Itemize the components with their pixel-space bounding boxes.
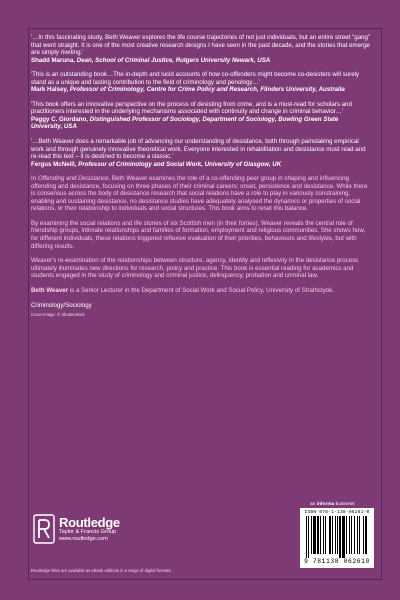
barcode-bar — [339, 516, 341, 558]
publisher-info — [59, 516, 120, 543]
barcode-icon — [304, 516, 370, 558]
barcode-bar — [320, 516, 321, 554]
barcode-bar — [349, 516, 350, 554]
endorsement-text: 'This is an outstanding book…The in-depth and lucid accounts of how co-offenders might become co-desisters will surely stand as a unique and lasting contribution to the field of criminology and penology…' — [31, 71, 360, 86]
endorsement-text: 'This book offers an innovative perspective on the process of desisting from crime, and is a must-read for scholars and practitioners interested in the underlying mechanisms associated with continuity and change in criminal behavior…' — [31, 100, 352, 116]
barcode-bar — [365, 516, 367, 554]
subject-category: Criminology/Sociology — [31, 302, 92, 310]
isbn-label: ISBN 978-1-138-06261-0 — [304, 510, 370, 515]
barcode-bar — [313, 516, 316, 554]
publisher-url: www.routledge.com — [59, 535, 108, 542]
endorsement-4 — [31, 138, 371, 168]
barcode-bar — [329, 516, 331, 554]
description-paragraph-1: In Offending and Desistance, Beth Weaver examines the role of a co-offending peer group in shaping and influencing offending and desistance, focusing on three phases of their criminal careers: onset, persistence and desistance. While there is consensus across the body of desistance research that social relations have a role to play in variously constraining, enabling and sustaining desistance, no desistance studies have adequately analysed the dynamics or properties of social relations, or their relationship to individuals and social structures. This book aims to reset this balance. — [31, 175, 368, 213]
barcode-bar — [359, 516, 360, 554]
endorsement-attribution: Shadd Maruna, Dean, School of Criminal Justice, Rutgers University Newark, USA — [31, 56, 271, 64]
publisher-group: Taylor & Francis Group — [59, 528, 117, 535]
barcode-bar — [325, 516, 326, 554]
author-name: Beth Weaver — [31, 286, 69, 294]
ebook-note: Routledge titles are available as eBook editions in a range of digital formats — [31, 568, 171, 573]
cover-credit: Cover image: © Shutterstock — [31, 312, 85, 318]
barcode-bar — [323, 516, 324, 554]
endorsement-attribution: Mark Halsey, Professor of Criminology, Centre for Crime Policy and Research, Flinders University, Australia — [31, 86, 345, 94]
endorsement-3 — [31, 101, 371, 131]
barcode-bar — [306, 516, 307, 558]
barcode-bar — [308, 516, 309, 558]
publisher-name: Routledge — [59, 514, 120, 530]
description-paragraph-2: By examining the social relations and life stories of six Scottish men (in their forties), Weaver reveals the central role of friendship groups, intimate relationships and families of formation, employment and religious communities. She shows how, for different individuals, these relations triggered reflexive evaluation of their priorities, behaviours and lifestyles, but with differing results. — [31, 219, 366, 250]
barcode-bar — [354, 516, 355, 554]
description-paragraph-3: Weaver's re-examination of the relationships between structure, agency, identity and reflexivity in the desistance process ultimately illuminates new directions for research, policy and practice. This book is essential reading for academics and students engaged in the study of criminology and criminal justice, delinquency, probation and criminal law. — [31, 257, 359, 280]
back-cover-content — [31, 34, 371, 317]
barcode-bar — [311, 516, 312, 554]
informa-business-label: an informa business — [310, 502, 355, 507]
barcode-bar — [317, 516, 319, 554]
barcode-bar — [332, 516, 333, 554]
barcode-bar — [351, 516, 352, 554]
barcode-bar — [337, 516, 338, 554]
endorsement-attribution: Fergus McNeill, Professor of Criminology and Social Work, University of Glasgow, UK — [31, 160, 282, 168]
barcode-panel — [300, 508, 374, 568]
barcode-bar — [335, 516, 336, 554]
endorsement-text: '…Beth Weaver does a remarkable job of advancing our understanding of desistance, both through painstaking empirical work and through genuinely innovative theoretical work. Everyone interested in rehabilitation and desistance must read and re-read this text – it is destined to become a classic.' — [31, 138, 366, 161]
book-description — [31, 175, 371, 294]
endorsement-attribution: Peggy C. Giordano, Distinguished Professor of Sociology, Department of Sociology, Bowling Green State University, USA — [31, 115, 339, 131]
endorsement-1 — [31, 34, 371, 64]
barcode-bar — [342, 516, 345, 558]
isbn-digits: 9 781138 062610 — [304, 558, 370, 565]
barcode-bar — [346, 516, 347, 554]
barcode-bar — [357, 516, 358, 554]
book-title: Offending and Desistance — [37, 175, 109, 183]
routledge-mark-icon — [33, 514, 55, 544]
routledge-logo — [33, 512, 120, 546]
author-bio: Beth Weaver is a Senior Lecturer in the Department of Social Work and Social Policy, University of Strathclyde. — [31, 286, 335, 294]
barcode-bar — [363, 516, 364, 554]
endorsement-2 — [31, 71, 371, 94]
endorsement-text: '…In this fascinating study, Beth Weaver explores the life course trajectories of not just individuals, but an entire street "gang" that went straight. It is one of the most creative research designs I have seen in the past decade, and the stories that emerge are simply riveting.' — [31, 34, 371, 57]
